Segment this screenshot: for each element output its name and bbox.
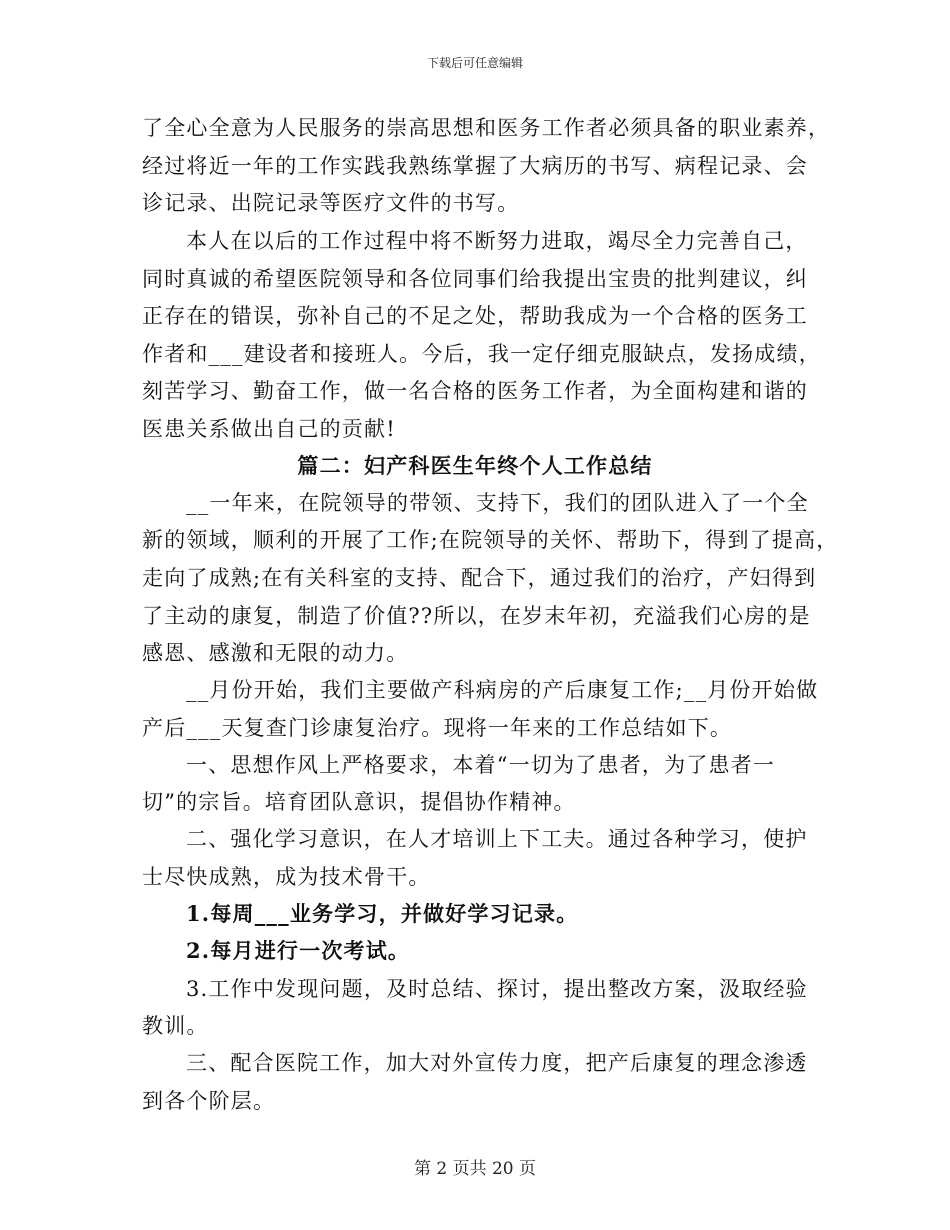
section-title: 篇二：妇产科医生年终个人工作总结 bbox=[297, 453, 653, 478]
paragraph-start: __一年来，在院领导的带领、支持下，我们的团队进入了一个全 bbox=[186, 491, 809, 515]
paragraph-start: 三、配合医院工作，加大对外宣传力度，把产后康复的理念渗透 bbox=[186, 1051, 808, 1075]
page-footer: 第 2 页共 20 页 bbox=[413, 1159, 537, 1179]
list-item: 2.每月进行一次考试。 bbox=[186, 938, 411, 963]
body-line: 切”的宗旨。培育团队意识，提倡协作精神。 bbox=[142, 790, 576, 814]
body-line: 了主动的康复，制造了价值??所以，在岁末年初，充溢我们心房的是 bbox=[142, 604, 811, 628]
paragraph-start: __月份开始，我们主要做产科病房的产后康复工作;__月份开始做 bbox=[186, 678, 819, 702]
body-line: 到各个阶层。 bbox=[142, 1089, 276, 1113]
body-line: 医患关系做出自己的贡献! bbox=[142, 417, 396, 441]
body-line: 经过将近一年的工作实践我熟练掌握了大病历的书写、病程记录、会 bbox=[142, 154, 808, 178]
body-line: 感恩、感激和无限的动力。 bbox=[142, 641, 409, 665]
body-line: 正存在的错误，弥补自己的不足之处，帮助我成为一个合格的医务工 bbox=[142, 304, 808, 328]
list-item: 3.工作中发现问题，及时总结、探讨，提出整改方案，汲取经验 bbox=[186, 977, 808, 1001]
body-line: 教训。 bbox=[142, 1014, 209, 1038]
body-line: 同时真诚的希望医院领导和各位同事们给我提出宝贵的批判建议，纠 bbox=[142, 267, 808, 291]
paragraph-start: 本人在以后的工作过程中将不断努力进取，竭尽全力完善自己， bbox=[186, 229, 808, 253]
body-line: 新的领域，顺利的开展了工作;在院领导的关怀、帮助下，得到了提高， bbox=[142, 528, 839, 552]
body-line: 刻苦学习、勤奋工作，做一名合格的医务工作者，为全面构建和谐的 bbox=[142, 379, 808, 403]
page-header: 下载后可任意编辑 bbox=[426, 56, 523, 70]
body-line: 走向了成熟;在有关科室的支持、配合下，通过我们的治疗，产妇得到 bbox=[142, 566, 817, 590]
body-line: 诊记录、出院记录等医疗文件的书写。 bbox=[142, 191, 520, 215]
list-item: 1.每周___业务学习，并做好学习记录。 bbox=[186, 901, 579, 926]
body-line: 作者和___建设者和接班人。今后，我一定仔细克服缺点，发扬成绩， bbox=[142, 342, 821, 366]
body-line: 产后___天复查门诊康复治疗。现将一年来的工作总结如下。 bbox=[142, 716, 733, 740]
body-line: 士尽快成熟，成为技术骨干。 bbox=[142, 865, 431, 889]
body-line: 了全心全意为人民服务的崇高思想和医务工作者必须具备的职业素养， bbox=[142, 116, 831, 140]
paragraph-start: 一、思想作风上严格要求，本着“一切为了患者，为了患者一 bbox=[186, 753, 776, 777]
paragraph-start: 二、强化学习意识，在人才培训上下工夫。通过各种学习，使护 bbox=[186, 827, 808, 851]
